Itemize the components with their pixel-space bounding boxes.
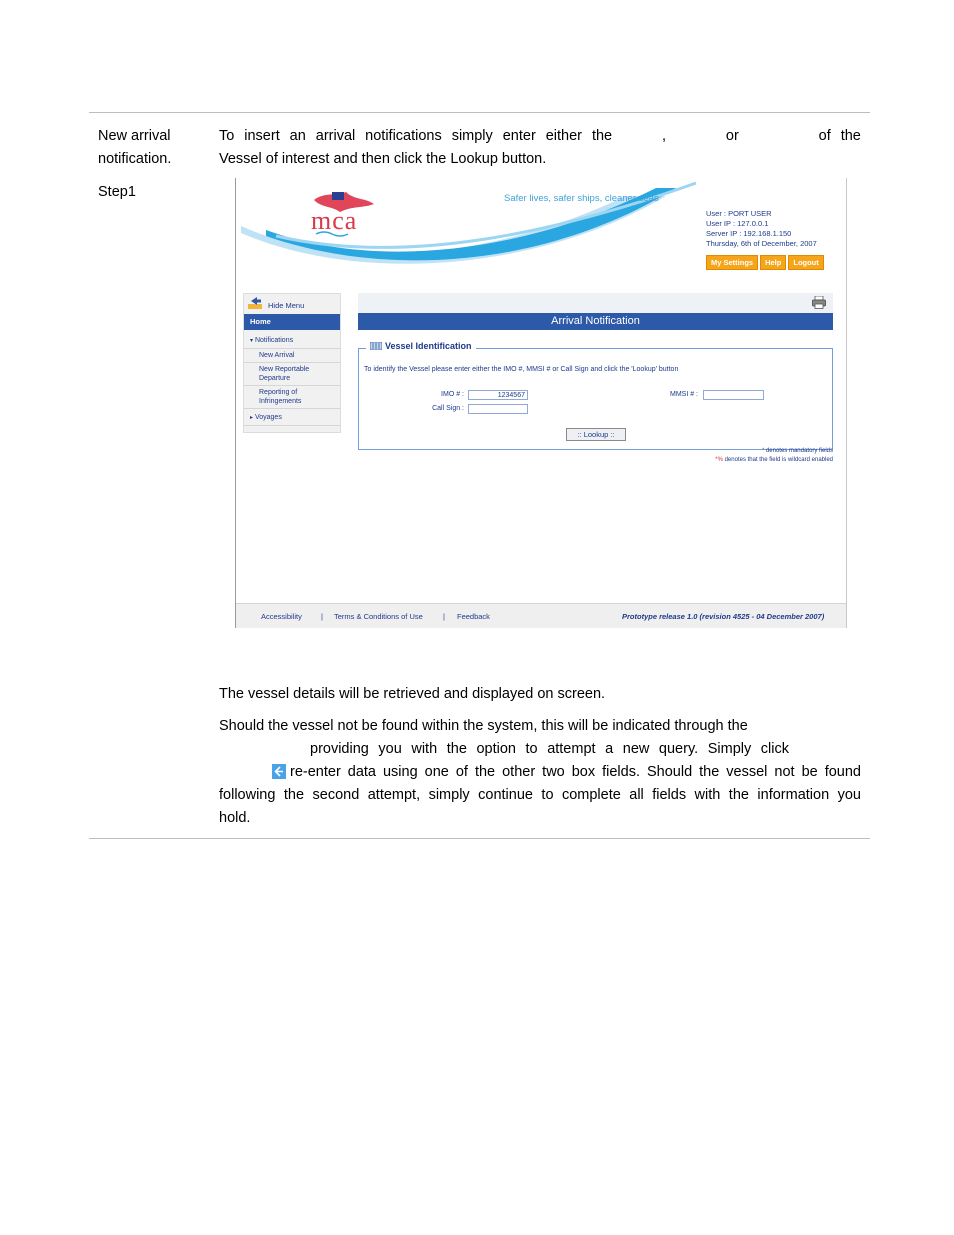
hide-menu-icon[interactable] (248, 296, 262, 309)
footer-separator: | (443, 612, 445, 621)
intro-paragraph (219, 125, 861, 171)
chevron-down-icon: ▾ (250, 338, 254, 344)
back-arrow-icon (272, 764, 286, 779)
fieldset-legend: Vessel Identification (366, 341, 476, 351)
footer-release: Prototype release 1.0 (revision 4525 - 04 December 2007) (622, 612, 825, 621)
mca-logo: mca (311, 206, 358, 235)
bottom-rule (89, 838, 870, 839)
tagline: Safer lives, safer ships, cleaner seas (504, 193, 659, 204)
logout-button[interactable]: Logout (788, 255, 823, 270)
callsign-input[interactable] (468, 404, 528, 414)
footer-terms-link[interactable]: Terms & Conditions of Use (334, 612, 423, 621)
section-label: New arrival notification. (98, 128, 172, 167)
intro-line-2: Vessel of interest and then click the Lookup button. (219, 151, 547, 167)
nav-reporting-infringements[interactable]: Reporting of Infringements (259, 389, 302, 405)
print-icon[interactable] (812, 296, 826, 309)
help-button[interactable]: Help (760, 255, 786, 270)
footer-accessibility-link[interactable]: Accessibility (261, 612, 302, 621)
footer-feedback-link[interactable]: Feedback (457, 612, 490, 621)
retrieved-paragraph: The vessel details will be retrieved and displayed on screen. (219, 686, 606, 702)
intro-line-1: To insert an arrival notifications simply enter either the , or of the (219, 128, 861, 144)
mandatory-note: * denotes mandatory fields (761, 448, 833, 454)
sidebar (243, 293, 341, 433)
nav-voyages[interactable]: ▸ Voyages (250, 414, 282, 421)
content-toolbar (358, 293, 833, 313)
mmsi-input[interactable] (703, 390, 764, 400)
lookup-instruction: To identify the Vessel please enter either the IMO #, MMSI # or Call Sign and click the 'Lookup' button (364, 366, 679, 373)
imo-input[interactable]: 1234567 (468, 390, 528, 400)
user-info: User : PORT USER User IP : 127.0.0.1 Server IP : 192.168.1.150 Thursday, 6th of December, 2007 (706, 209, 817, 248)
not-found-paragraph: Should the vessel not be found within the system, this will be indicated through the providing you with the option to attempt a new query. Simply click re-enter data using one of the other two box fields. Should the vessel not be found following the second attempt, simply continue to complete all fields with the information you hold. (219, 718, 861, 826)
wildcard-note: *% denotes that the field is wildcard enabled (715, 457, 833, 463)
ship-icon (370, 342, 382, 350)
my-settings-button[interactable]: My Settings (706, 255, 758, 270)
step-label: Step1 (98, 184, 136, 200)
nav-new-reportable-departure[interactable]: New Reportable Departure (259, 366, 310, 382)
app-footer (236, 603, 846, 628)
app-screenshot (235, 178, 847, 628)
hide-menu-link[interactable]: Hide Menu (268, 301, 305, 310)
top-rule (89, 112, 870, 113)
nav-new-arrival[interactable]: New Arrival (259, 352, 295, 359)
callsign-label: Call Sign : (432, 405, 464, 412)
footer-separator: | (321, 612, 323, 621)
mmsi-label: MMSI # : (669, 391, 698, 398)
nav-home[interactable]: Home (244, 314, 340, 330)
nav-notifications[interactable]: ▾ Notifications (250, 337, 294, 344)
chevron-right-icon: ▸ (250, 415, 254, 421)
imo-label: IMO # : (441, 391, 464, 398)
top-buttons (706, 255, 824, 270)
lookup-button[interactable]: :: Lookup :: (566, 428, 626, 441)
page-title: Arrival Notification (358, 313, 833, 330)
